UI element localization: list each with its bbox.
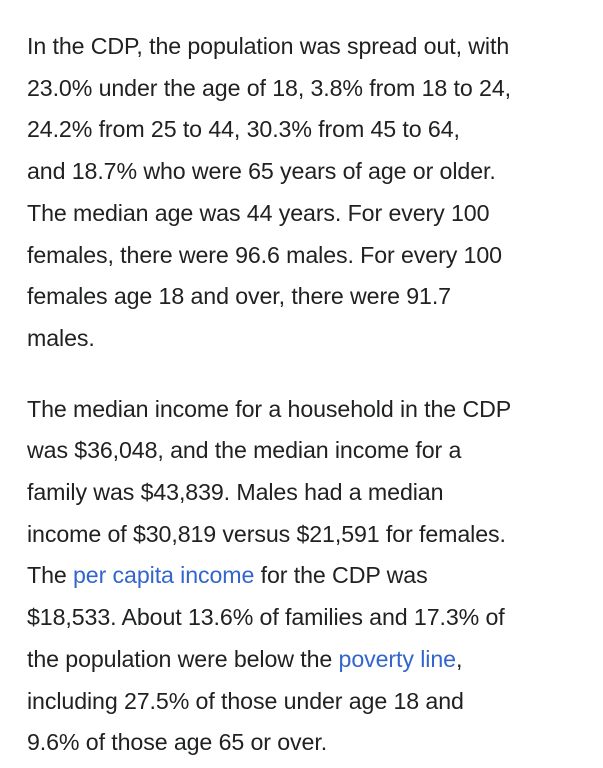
article-body [27, 26, 587, 764]
text-segment: In the CDP, the population was spread out, with [27, 33, 510, 59]
poverty-line-link[interactable]: poverty line [338, 645, 456, 672]
text-segment: and 18.7% who were 65 years of age or older. [27, 158, 496, 185]
text-line [27, 681, 587, 723]
text-segment: females, there were 96.6 males. For every 100 [27, 241, 502, 268]
text-line [27, 597, 587, 639]
text-line [27, 318, 587, 360]
text-line [27, 235, 587, 277]
paragraph-2 [27, 389, 587, 764]
text-line [27, 151, 587, 193]
text-line [27, 26, 587, 68]
text-line [27, 68, 587, 110]
text-line [27, 430, 587, 472]
text-line [27, 722, 587, 764]
text-line [27, 639, 587, 681]
text-segment: The median age was 44 years. For every 100 [27, 199, 490, 226]
text-line [27, 555, 587, 597]
text-line [27, 389, 587, 431]
text-segment: 9.6% of those age 65 or over. [27, 729, 328, 756]
text-line [27, 514, 587, 556]
per-capita-income-link[interactable]: per capita income [73, 562, 255, 589]
text-segment: including 27.5% of those under age 18 and [27, 687, 464, 714]
text-segment: $18,533. About 13.6% of families and 17.3% of [27, 604, 505, 631]
text-segment: 24.2% from 25 to 44, 30.3% from 45 to 64, [27, 116, 460, 143]
text-line [27, 276, 587, 318]
paragraph-1 [27, 26, 587, 360]
text-segment: The median income for a household in the CDP [27, 395, 512, 422]
text-segment: the population were below the [27, 645, 339, 672]
text-segment: was $36,048, and the median income for a [27, 437, 462, 464]
text-segment: The [27, 562, 73, 589]
text-segment: income of $30,819 versus $21,591 for females. [27, 520, 506, 547]
text-line [27, 193, 587, 235]
text-segment: for the CDP was [254, 562, 428, 589]
text-segment: family was $43,839. Males had a median [27, 479, 444, 506]
text-line [27, 109, 587, 151]
text-segment: 23.0% under the age of 18, 3.8% from 18 to 24, [27, 74, 511, 101]
text-segment: , [455, 645, 463, 672]
text-segment: females age 18 and over, there were 91.7 [27, 283, 451, 310]
text-segment: males. [27, 324, 95, 351]
text-line [27, 472, 587, 514]
